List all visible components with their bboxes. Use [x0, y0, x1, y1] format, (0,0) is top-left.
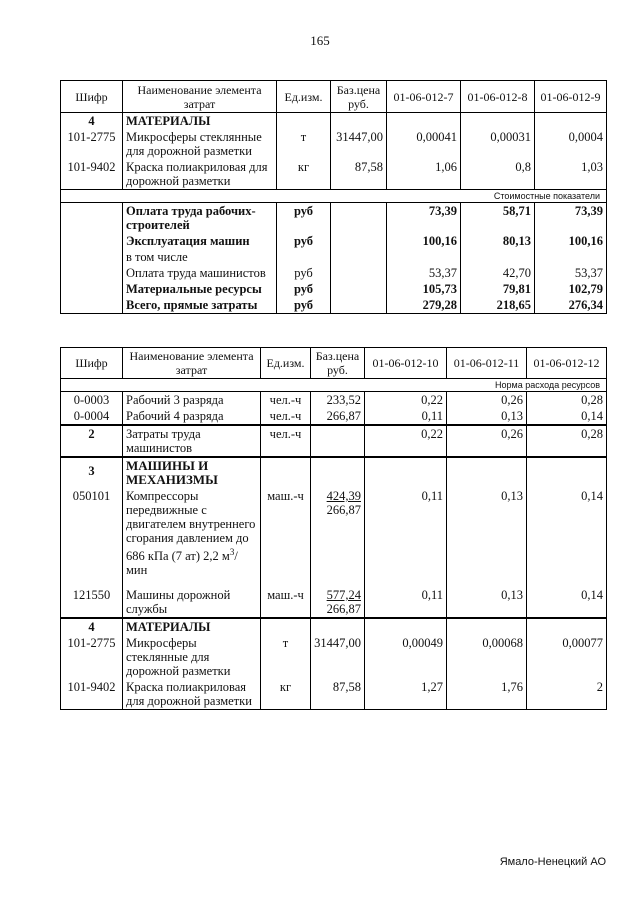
row-v2: 0,00068 — [447, 635, 527, 679]
cell-price — [331, 113, 387, 130]
table-row — [61, 425, 607, 457]
table-row — [61, 635, 607, 679]
cost-table-1 — [60, 80, 607, 314]
section-code: 3 — [61, 457, 123, 488]
cost-v2: 218,65 — [461, 297, 535, 314]
row-v1: 1,06 — [387, 159, 461, 190]
machine-name: Компрессоры передвижные с двигателем внутреннего сгорания давлением до 686 кПа (7 ат) 2,2 м — [126, 489, 256, 564]
row-name: Машины дорожной службы — [123, 578, 261, 618]
cell-v1 — [387, 113, 461, 130]
machine-row — [61, 578, 607, 618]
row-unit: чел.-ч — [261, 425, 311, 457]
cost-v1: 279,28 — [387, 297, 461, 314]
section-row-machines — [61, 457, 607, 488]
row-v3: 0,14 — [527, 578, 607, 618]
header-code: Шифр — [61, 81, 123, 113]
header-unit: Ед.изм. — [277, 81, 331, 113]
norm-note: Норма расхода ресурсов — [61, 379, 607, 392]
row-name — [123, 488, 261, 578]
row-v2: 0,26 — [447, 425, 527, 457]
price-primary: 577,24 — [326, 588, 361, 603]
price-primary: 424,39 — [326, 489, 361, 503]
cost-row — [61, 265, 607, 281]
price-secondary: 266,87 — [326, 503, 361, 517]
norm-note-row — [61, 379, 607, 392]
header-col-3: 01-06-012-9 — [535, 81, 607, 113]
row-v2: 0,00031 — [461, 129, 535, 159]
row-name: Рабочий 3 разряда — [123, 392, 261, 409]
header-col-3: 01-06-012-12 — [527, 348, 607, 379]
cost-row — [61, 203, 607, 234]
cost-v1: 105,73 — [387, 281, 461, 297]
machine-name-tail: /мин — [126, 549, 238, 578]
row-v3: 1,03 — [535, 159, 607, 190]
row-v1: 0,11 — [365, 488, 447, 578]
row-v2: 1,76 — [447, 679, 527, 710]
row-name: Затраты труда машинистов — [123, 425, 261, 457]
header-price: Баз.цена руб. — [331, 81, 387, 113]
cost-v3: 53,37 — [535, 265, 607, 281]
section-title: МАШИНЫ И МЕХАНИЗМЫ — [123, 457, 261, 488]
row-v3: 0,28 — [527, 425, 607, 457]
cost-name: Всего, прямые затраты — [123, 297, 277, 314]
cost-v3: 102,79 — [535, 281, 607, 297]
row-v3: 0,28 — [527, 392, 607, 409]
row-price — [311, 425, 365, 457]
cost-v3: 276,34 — [535, 297, 607, 314]
row-price: 266,87 — [311, 408, 365, 425]
cost-name: Материальные ресурсы — [123, 281, 277, 297]
row-price: 87,58 — [331, 159, 387, 190]
table-row — [61, 392, 607, 409]
row-code: 101-9402 — [61, 679, 123, 710]
table-row — [61, 129, 607, 159]
row-code: 050101 — [61, 488, 123, 578]
cost-unit: руб — [277, 233, 331, 249]
table-header-row — [61, 81, 607, 113]
cost-row — [61, 281, 607, 297]
section-code: 4 — [61, 113, 123, 130]
row-v1: 0,00041 — [387, 129, 461, 159]
cost-v2: 79,81 — [461, 281, 535, 297]
header-code: Шифр — [61, 348, 123, 379]
row-price: 31447,00 — [331, 129, 387, 159]
row-price — [311, 578, 365, 618]
cost-unit: руб — [277, 265, 331, 281]
row-unit: т — [261, 635, 311, 679]
cost-v1: 73,39 — [387, 203, 461, 234]
table-header-row — [61, 348, 607, 379]
row-code: 2 — [61, 425, 123, 457]
section-title: МАТЕРИАЛЫ — [123, 113, 277, 130]
row-v2: 0,13 — [447, 578, 527, 618]
row-name: Микросферы стеклянные для дорожной разметки — [123, 635, 261, 679]
row-v2: 0,13 — [447, 408, 527, 425]
row-name: Микросферы стеклянные для дорожной разметки — [123, 129, 277, 159]
cost-row — [61, 249, 607, 265]
row-v3: 2 — [527, 679, 607, 710]
cost-v2: 58,71 — [461, 203, 535, 234]
cost-name: в том числе — [123, 249, 277, 265]
row-price: 233,52 — [311, 392, 365, 409]
header-col-1: 01-06-012-7 — [387, 81, 461, 113]
row-name: Рабочий 4 разряда — [123, 408, 261, 425]
row-unit: чел.-ч — [261, 392, 311, 409]
row-price: 31447,00 — [311, 635, 365, 679]
header-col-2: 01-06-012-11 — [447, 348, 527, 379]
section-row-materials — [61, 113, 607, 130]
row-code: 101-2775 — [61, 635, 123, 679]
row-unit: кг — [261, 679, 311, 710]
row-v2: 0,8 — [461, 159, 535, 190]
resource-table-2 — [60, 347, 607, 710]
row-unit: маш.-ч — [261, 578, 311, 618]
section-code: 4 — [61, 618, 123, 635]
header-price: Баз.цена руб. — [311, 348, 365, 379]
section-row-materials — [61, 618, 607, 635]
cell-v3 — [535, 113, 607, 130]
row-code: 0-0003 — [61, 392, 123, 409]
row-v2: 0,13 — [447, 488, 527, 578]
cost-name: Оплата труда машинистов — [123, 265, 277, 281]
cost-v1: 53,37 — [387, 265, 461, 281]
row-v1: 0,22 — [365, 392, 447, 409]
row-unit: маш.-ч — [261, 488, 311, 578]
row-unit: т — [277, 129, 331, 159]
row-unit: чел.-ч — [261, 408, 311, 425]
cost-unit: руб — [277, 281, 331, 297]
cell-unit — [277, 113, 331, 130]
cost-name: Оплата труда рабочих-строителей — [123, 203, 277, 234]
row-v3: 0,14 — [527, 408, 607, 425]
cost-row — [61, 233, 607, 249]
cost-unit: руб — [277, 297, 331, 314]
row-v3: 0,00077 — [527, 635, 607, 679]
section-title: МАТЕРИАЛЫ — [123, 618, 261, 635]
row-price: 87,58 — [311, 679, 365, 710]
cost-name: Эксплуатация машин — [123, 233, 277, 249]
cost-v1: 100,16 — [387, 233, 461, 249]
row-code: 0-0004 — [61, 408, 123, 425]
row-v1: 0,11 — [365, 408, 447, 425]
header-name: Наименование элемента затрат — [123, 348, 261, 379]
unit-superscript: 3 — [229, 547, 235, 557]
header-col-2: 01-06-012-8 — [461, 81, 535, 113]
cost-v2: 80,13 — [461, 233, 535, 249]
row-v1: 0,11 — [365, 578, 447, 618]
cost-row — [61, 297, 607, 314]
row-v3: 0,0004 — [535, 129, 607, 159]
row-name: Краска полиакриловая для дорожной разметки — [123, 159, 277, 190]
cost-v3: 73,39 — [535, 203, 607, 234]
cost-v2: 42,70 — [461, 265, 535, 281]
machine-row — [61, 488, 607, 578]
row-name: Краска полиакриловая для дорожной разметки — [123, 679, 261, 710]
page-footer: Ямало-Ненецкий АО — [499, 856, 606, 868]
header-unit: Ед.изм. — [261, 348, 311, 379]
table-row — [61, 159, 607, 190]
page-number: 165 — [310, 33, 330, 48]
cost-unit: руб — [277, 203, 331, 234]
row-unit: кг — [277, 159, 331, 190]
row-code: 101-9402 — [61, 159, 123, 190]
header-col-1: 01-06-012-10 — [365, 348, 447, 379]
cost-note-row — [61, 190, 607, 203]
header-name: Наименование элемента затрат — [123, 81, 277, 113]
row-code: 101-2775 — [61, 129, 123, 159]
table-row — [61, 408, 607, 425]
row-v1: 1,27 — [365, 679, 447, 710]
row-price — [311, 488, 365, 578]
table-row — [61, 679, 607, 710]
row-v1: 0,22 — [365, 425, 447, 457]
row-code: 121550 — [61, 578, 123, 618]
row-v2: 0,26 — [447, 392, 527, 409]
cost-v3: 100,16 — [535, 233, 607, 249]
cost-note: Стоимостные показатели — [61, 190, 607, 203]
price-secondary: 266,87 — [326, 602, 361, 617]
row-v1: 0,00049 — [365, 635, 447, 679]
cell-v2 — [461, 113, 535, 130]
row-v3: 0,14 — [527, 488, 607, 578]
